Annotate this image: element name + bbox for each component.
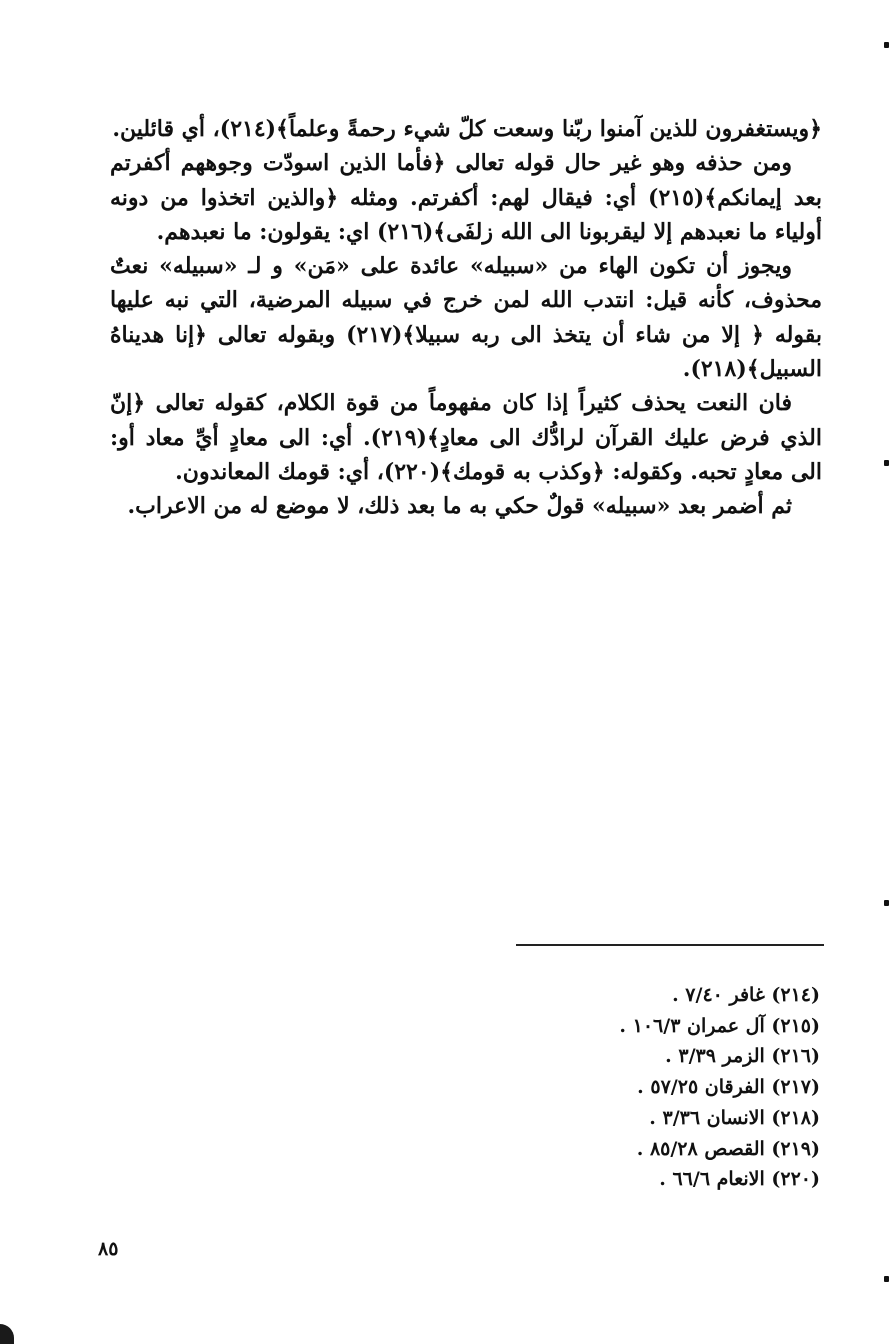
- footnote-215: (٢١٥) آل عمران ١٠٦/٣ .: [619, 1014, 820, 1037]
- footnote-216: (٢١٦) الزمر ٣/٣٩ .: [665, 1045, 820, 1068]
- footnote-separator: [516, 944, 824, 946]
- footnotes-list: [540, 980, 820, 1195]
- paragraph-3: ويجوز أن تكون الهاء من «سبيله» عائدة على «مَن» و لـ «سبيله» نعتٌ محذوف، كأنه قيل: انتدب الله لمن خرج في سبيله المرضية، التي نبه عليها بقوله ﴿ إلا من شاء أن يتخذ الى ربه سبيلا﴾(٢١٧) وبقوله تعالى ﴿إنا هديناهُ السبيل﴾(٢١٨).: [110, 253, 822, 383]
- edge-mark-bottom: [884, 1276, 889, 1282]
- edge-mark-lower: [884, 900, 889, 906]
- page-number: ٨٥: [98, 1238, 119, 1260]
- paragraph-2: ومن حذفه وهو غير حال قوله تعالى ﴿فأما الذين اسودّت وجوههم أكفرتم بعد إيمانكم﴾(٢١٥) أي: فيقال لهم: أكفرتم. ومثله ﴿والذين اتخذوا من دونه أولياء ما نعبدهم إلا ليقربونا الى الله زلفَى﴾(٢١٦) اي: يقولون: ما نعبدهم.: [110, 150, 822, 245]
- footnote-217: (٢١٧) الفرقان ٥٧/٢٥ .: [637, 1076, 820, 1099]
- footnote-214: (٢١٤) غافر ٧/٤٠ .: [672, 984, 820, 1006]
- footnote-220: (٢٢٠) الانعام ٦٦/٦ .: [659, 1168, 820, 1191]
- edge-mark-top: [884, 42, 889, 48]
- paragraph-5: ثم أضمر بعد «سبيله» قولٌ حكي به ما بعد ذلك، لا موضع له من الاعراب.: [127, 493, 792, 520]
- paragraph-1: ﴿ويستغفرون للذين آمنوا ربّنا وسعت كلّ شيء رحمةً وعلماً﴾(٢١٤)، أي قائلين.: [112, 116, 822, 142]
- paragraph-4: فان النعت يحذف كثيراً إذا كان مفهوماً من قوة الكلام، كقوله تعالى ﴿إنّ الذي فرض عليك القرآن لرادُّك الى معادٍ﴾(٢١٩). أي: الى معادٍ أيِّ معاد أو: الى معادٍ تحبه. وكقوله: ﴿وكذب به قومك﴾(٢٢٠)، أي: قومك المعاندون.: [110, 390, 822, 485]
- main-text: [110, 112, 822, 524]
- scan-corner-shadow: [0, 1324, 14, 1344]
- footnote-219: (٢١٩) القصص ٨٥/٢٨ .: [636, 1137, 820, 1160]
- footnote-218: (٢١٨) الانسان ٣/٣٦ .: [649, 1106, 820, 1129]
- edge-mark-middle: [884, 460, 889, 466]
